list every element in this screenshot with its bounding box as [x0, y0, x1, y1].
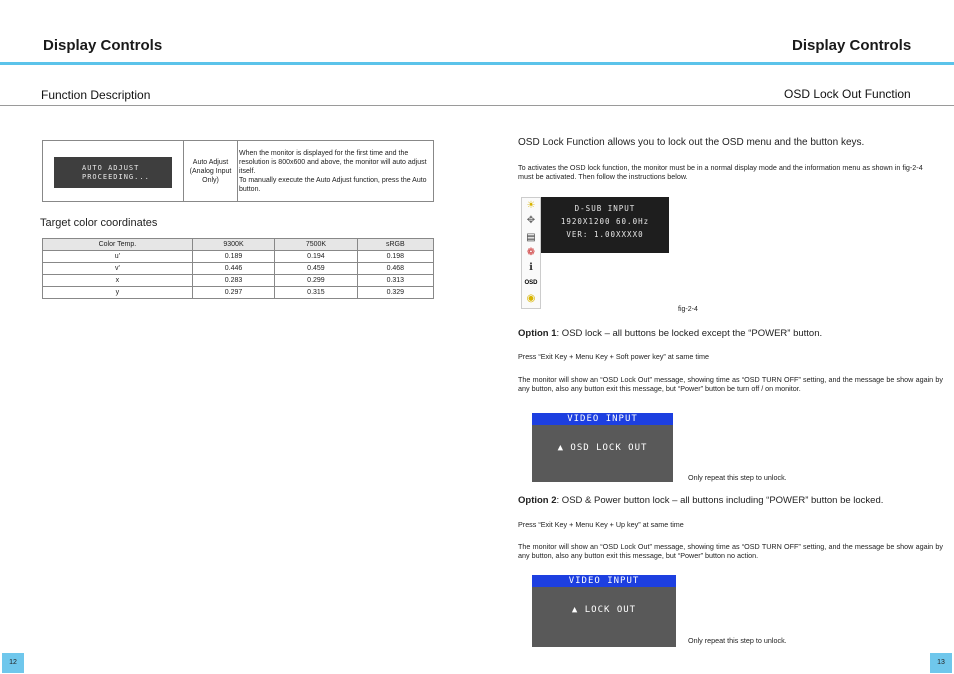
osd-lock-out-title: OSD Lock Out Function [784, 87, 911, 101]
osd-line-2: PROCEEDING... [82, 173, 150, 181]
table-cell: 0.313 [357, 275, 433, 287]
table-header-row [43, 239, 434, 251]
table-cell: 0.299 [275, 275, 357, 287]
table-row [43, 275, 434, 287]
osd-lock-out-text: OSD LOCK OUT [570, 443, 648, 453]
table-cell: 0.446 [192, 263, 274, 275]
video-input-bar: VIDEO INPUT [532, 575, 676, 587]
exit-icon: ◉ [526, 293, 536, 304]
table-cell: 0.329 [357, 287, 433, 299]
color-coordinates-table [42, 238, 434, 299]
option-1-heading [518, 328, 822, 339]
option-2-title: : OSD & Power button lock – all buttons including “POWER” button be locked. [556, 495, 884, 506]
table-cell: 0.315 [275, 287, 357, 299]
function-name-text: Auto Adjust (Analog Input Only) [189, 158, 232, 184]
lock-out-message [532, 605, 676, 615]
info-line-3: VER: 1.00XXXX0 [566, 230, 644, 239]
position-icon: ✥ [526, 215, 536, 226]
table-cell: u' [43, 251, 193, 263]
osd-icon-column [521, 197, 541, 309]
description-line-1: When the monitor is displayed for the first time and the resolution is 800x600 and above, the monitor will auto adjust itself. [239, 150, 427, 175]
option-1-note: Only repeat this step to unlock. [688, 473, 787, 482]
option-1-detail: The monitor will show an “OSD Lock Out” message, showing time as “OSD TURN OFF” setting, and the message be show again by any button, also any button exit this message, but “Power” button be turn off / on monitor. [518, 375, 943, 393]
info-line-2: 1920X1200 60.0Hz [560, 217, 650, 226]
menu-icon: ▤ [526, 232, 536, 243]
function-description-title: Function Description [41, 88, 151, 102]
instructions-text: To activates the OSD lock function, the monitor must be in a normal display mode and the information menu as shown in fig-2-4 must be activated. Then follow the instructions below. [518, 163, 923, 181]
brightness-icon: ☀ [526, 200, 536, 211]
osd-lock-out-message [532, 443, 673, 453]
function-description-table [42, 140, 434, 202]
table-cell: 0.283 [192, 275, 274, 287]
header-cell: 9300K [192, 239, 274, 251]
option-2-label: Option 2 [518, 495, 557, 506]
header-cell: 7500K [275, 239, 357, 251]
header-cell: Color Temp. [43, 239, 193, 251]
information-menu-screen [541, 197, 669, 253]
option-2-keys: Press “Exit Key + Menu Key + Up key” at same time [518, 520, 684, 529]
osd-lock-out-screen [532, 413, 673, 482]
fig-caption: fig-2-4 [678, 306, 698, 313]
left-page-header: Display Controls [43, 37, 163, 54]
osd-screen-cell [43, 141, 184, 201]
lock-out-screen [532, 575, 676, 647]
table-cell: 0.459 [275, 263, 357, 275]
option-2-heading [518, 495, 883, 506]
table-cell: x [43, 275, 193, 287]
lock-out-text: LOCK OUT [584, 605, 637, 615]
table-row [43, 263, 434, 275]
table-cell: 0.194 [275, 251, 357, 263]
color-icon: ❁ [526, 247, 536, 258]
info-line-1: D-SUB INPUT [574, 204, 636, 213]
osd-label: OSD [524, 280, 538, 286]
table-row [43, 287, 434, 299]
right-page-header: Display Controls [792, 37, 912, 54]
target-color-title: Target color coordinates [40, 217, 158, 229]
auto-adjust-osd-image [54, 157, 172, 188]
table-cell: 0.198 [357, 251, 433, 263]
option-2-detail: The monitor will show an “OSD Lock Out” message, showing time as “OSD TURN OFF” setting, and the message be show again by any button, also any button exit this message, but “Power” button no action. [518, 542, 943, 560]
lock-icon: ▲ [557, 443, 564, 453]
description-line-2: To manually execute the Auto Adjust function, press the Auto button. [239, 177, 427, 193]
page-number-right: 13 [930, 653, 952, 673]
function-description-cell [238, 141, 433, 201]
option-1-keys: Press “Exit Key + Menu Key + Soft power key” at same time [518, 352, 709, 361]
page-number-left: 12 [2, 653, 24, 673]
table-row [43, 251, 434, 263]
intro-text: OSD Lock Function allows you to lock out the OSD menu and the button keys. [518, 137, 865, 148]
option-2-note: Only repeat this step to unlock. [688, 636, 787, 645]
header-accent-band [0, 62, 954, 65]
table-cell: v' [43, 263, 193, 275]
option-1-label: Option 1 [518, 328, 557, 339]
table-cell: 0.297 [192, 287, 274, 299]
table-cell: 0.468 [357, 263, 433, 275]
information-icon: ℹ [529, 262, 533, 273]
osd-line-1: AUTO ADJUST [82, 164, 140, 172]
option-1-title: : OSD lock – all buttons be locked except the “POWER” button. [556, 328, 823, 339]
function-name-cell [184, 141, 238, 201]
lock-icon: ▲ [571, 605, 579, 615]
header-cell: sRGB [357, 239, 433, 251]
section-divider [0, 105, 954, 106]
video-input-bar: VIDEO INPUT [532, 413, 673, 425]
table-cell: 0.189 [192, 251, 274, 263]
table-cell: y [43, 287, 193, 299]
